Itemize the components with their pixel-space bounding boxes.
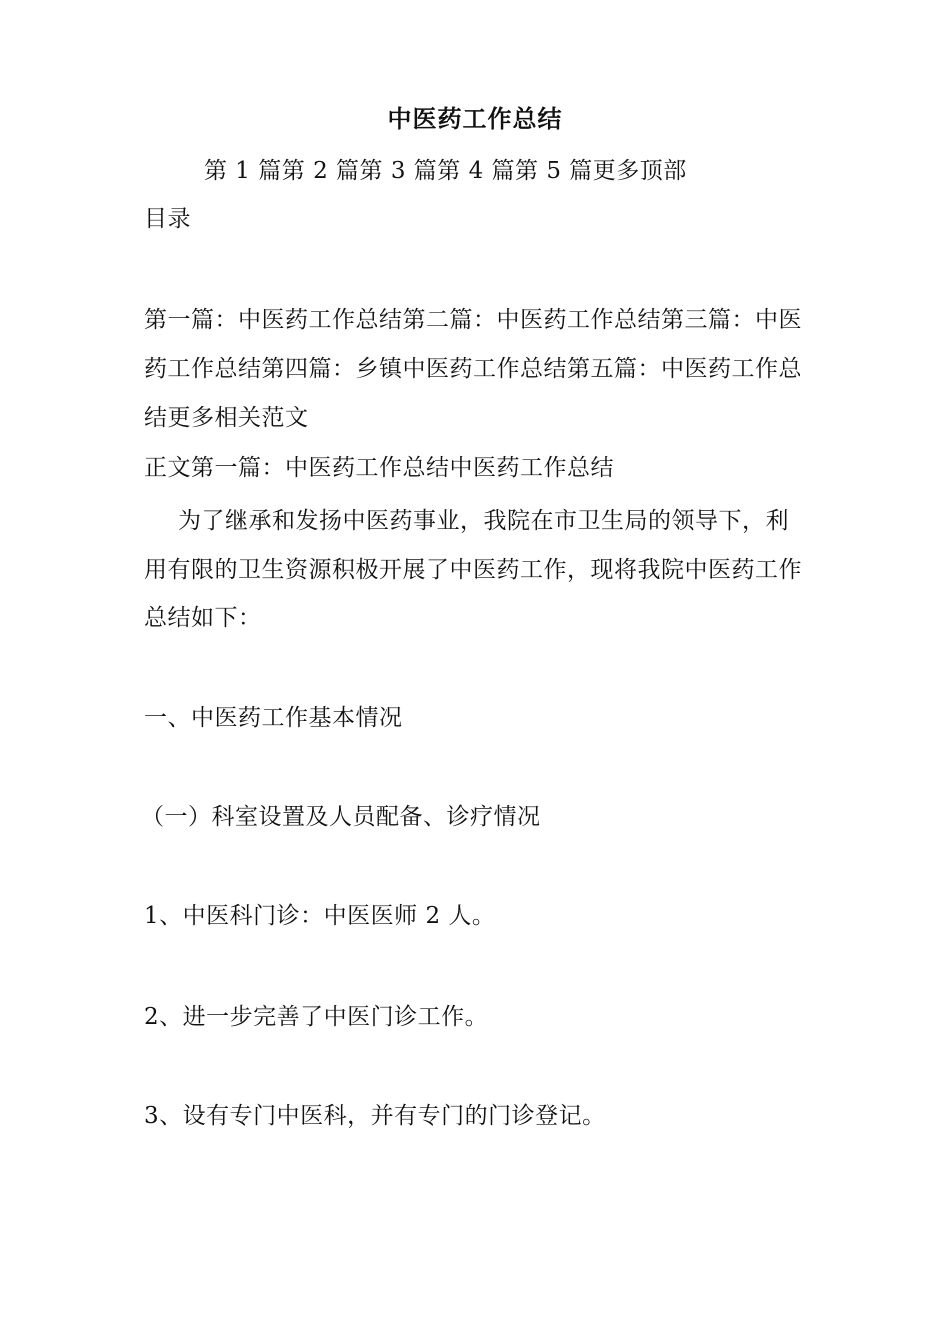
toc-line: 结更多相关范文 — [144, 405, 309, 431]
intro-paragraph-line: 为了继承和发扬中医药事业，我院在市卫生局的领导下，利 — [178, 508, 789, 534]
body-heading: 正文第一篇：中医药工作总结中医药工作总结 — [144, 455, 614, 481]
section-heading: 一、中医药工作基本情况 — [144, 705, 403, 731]
intro-paragraph-line: 总结如下： — [144, 605, 262, 631]
subsection-heading: （一）科室设置及人员配备、诊疗情况 — [141, 804, 541, 830]
toc-heading: 目录 — [144, 206, 191, 232]
intro-paragraph-line: 用有限的卫生资源积极开展了中医药工作，现将我院中医药工作 — [144, 557, 802, 583]
chapter-nav-links[interactable]: 第 1 篇第 2 篇第 3 篇第 4 篇第 5 篇更多顶部 — [204, 158, 687, 184]
toc-line: 第一篇：中医药工作总结第二篇：中医药工作总结第三篇：中医 — [144, 307, 802, 333]
list-item: 1、中医科门诊：中医医师 2 人。 — [144, 903, 496, 929]
toc-line: 药工作总结第四篇：乡镇中医药工作总结第五篇：中医药工作总 — [144, 356, 802, 382]
list-item: 3、设有专门中医科，并有专门的门诊登记。 — [144, 1103, 606, 1129]
list-item: 2、进一步完善了中医门诊工作。 — [144, 1004, 489, 1030]
document-title: 中医药工作总结 — [387, 105, 563, 133]
